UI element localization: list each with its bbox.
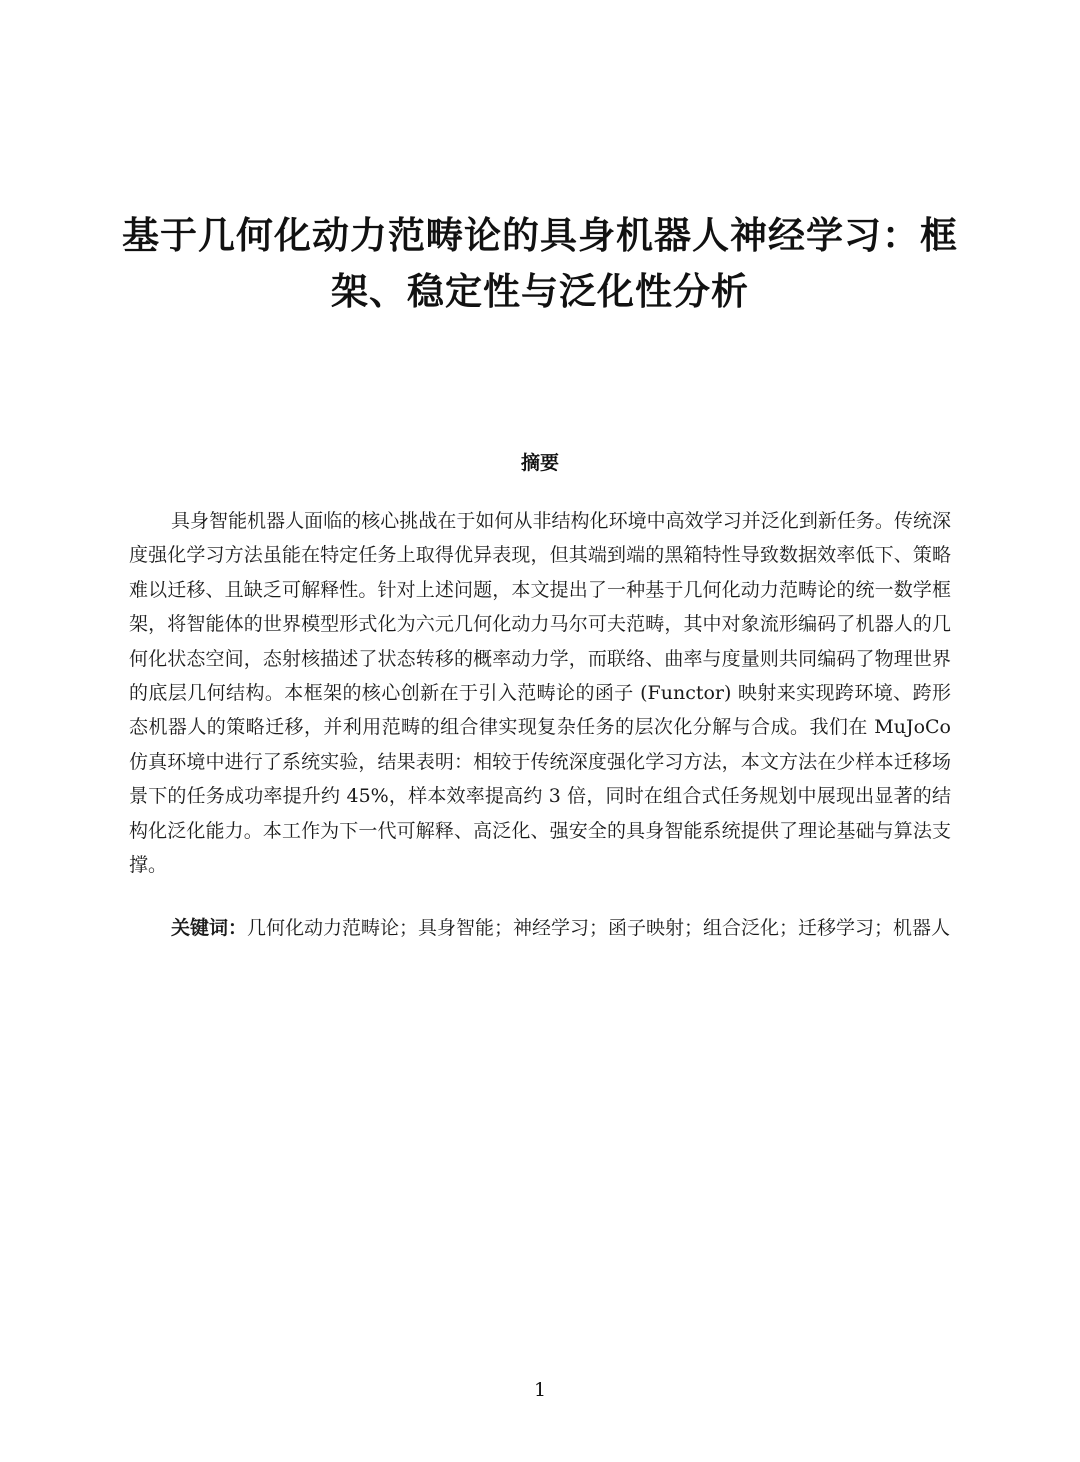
keywords-list: 几何化动力范畴论；具身智能；神经学习；函子映射；组合泛化；迁移学习；机器人 (247, 917, 951, 939)
abstract-body: 具身智能机器人面临的核心挑战在于如何从非结构化环境中高效学习并泛化到新任务。传统深度强化学习方法虽能在特定任务上取得优异表现，但其端到端的黑箱特性导致数据效率低下、策略难以迁移、且缺乏可解释性。针对上述问题，本文提出了一种基于几何化动力范畴论的统一数学框架，将智能体的世界模型形式化为六元几何化动力马尔可夫范畴，其中对象流形编码了机器人的几何化状态空间，态射核描述了状态转移的概率动力学，而联络、曲率与度量则共同编码了物理世界的底层几何结构。本框架的核心创新在于引入范畴论的函子 (Functor) 映射来实现跨环境、跨形态机器人的策略迁移，并利用范畴的组合律实现复杂任务的层次化分解与合成。我们在 MuJoCo 仿真环境中进行了系统实验，结果表明：相较于传统深度强化学习方法，本文方法在少样本迁移场景下的任务成功率提升约 45%，样本效率提高约 3 倍，同时在组合式任务规划中展现出显著的结构化泛化能力。本工作为下一代可解释、高泛化、强安全的具身智能系统提供了理论基础与算法支撑。 (129, 510, 951, 877)
keywords-label: 关键词： (171, 917, 248, 939)
paper-title: 基于几何化动力范畴论的具身机器人神经学习：框架、稳定性与泛化性分析 (122, 214, 958, 313)
abstract-heading: 摘要 (520, 452, 559, 474)
page-number: 1 (533, 1379, 547, 1401)
keywords-paragraph (129, 911, 951, 945)
